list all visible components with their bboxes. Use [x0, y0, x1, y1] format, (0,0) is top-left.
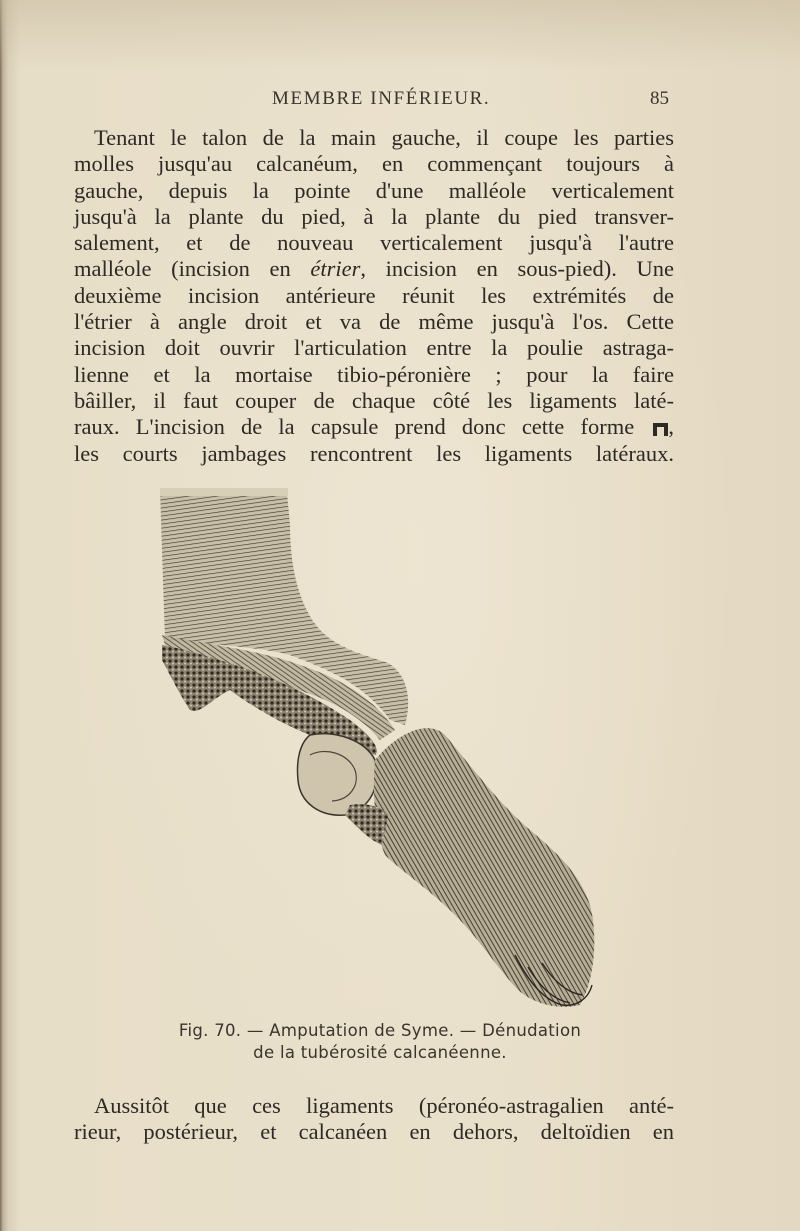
foot [374, 728, 594, 1007]
text-fragment: , [668, 414, 674, 440]
text-line: rieur, postérieur, et calcanéen en dehors, deltoïdien en [74, 1119, 674, 1145]
italic-term: étrier [310, 256, 361, 282]
text-line: Aussitôt que ces ligaments (péronéo-astragalien anté- [94, 1093, 674, 1118]
text-line: Tenant le talon de la main gauche, il coupe les parties [94, 125, 674, 150]
figure-illustration [150, 485, 610, 1015]
text-fragment: malléole (incision en [74, 256, 311, 282]
caption-line-1: Fig. 70. — Amputation de Syme. — Dénudation [178, 1021, 582, 1040]
text-line: lienne et la mortaise tibio-péronière ; pour la faire [74, 361, 674, 387]
text-line [74, 256, 674, 282]
figure-caption [130, 1020, 630, 1064]
text-fragment: , incision en sous-pied). Une [360, 256, 674, 282]
text-line [74, 414, 674, 440]
text-line: l'étrier à angle droit et va de même jusqu'à l'os. Cette [74, 309, 674, 335]
caption-line-2: de la tubérosité calcanéenne. [253, 1043, 507, 1062]
running-head: MEMBRE INFÉRIEUR. [272, 88, 491, 109]
incision-shape-icon [653, 423, 668, 436]
text-line: incision doit ouvrir l'articulation entre la poulie astraga- [74, 335, 674, 361]
text-line: jusqu'à la plante du pied, à la plante du pied transver- [74, 203, 674, 229]
paragraph-2 [74, 1093, 674, 1146]
text-fragment: raux. L'incision de la capsule prend donc cette forme [74, 414, 651, 440]
text-line: deuxième incision antérieure réunit les extrémités de [74, 282, 674, 308]
text-line: les courts jambages rencontrent les ligaments latéraux. [74, 440, 674, 466]
text-line: bâiller, il faut couper de chaque côté les ligaments laté- [74, 387, 674, 413]
syme-amputation-engraving [150, 485, 610, 1015]
page-number: 85 [650, 88, 669, 109]
paragraph-1 [74, 125, 674, 467]
text-line: molles jusqu'au calcanéum, en commençant toujours à [74, 151, 674, 177]
page-header [0, 88, 800, 114]
ankle-joint [345, 804, 388, 845]
text-line: salement, et de nouveau verticalement jusqu'à l'autre [74, 230, 674, 256]
page-shadow [0, 0, 800, 70]
text-line: gauche, depuis la pointe d'une malléole verticalement [74, 177, 674, 203]
